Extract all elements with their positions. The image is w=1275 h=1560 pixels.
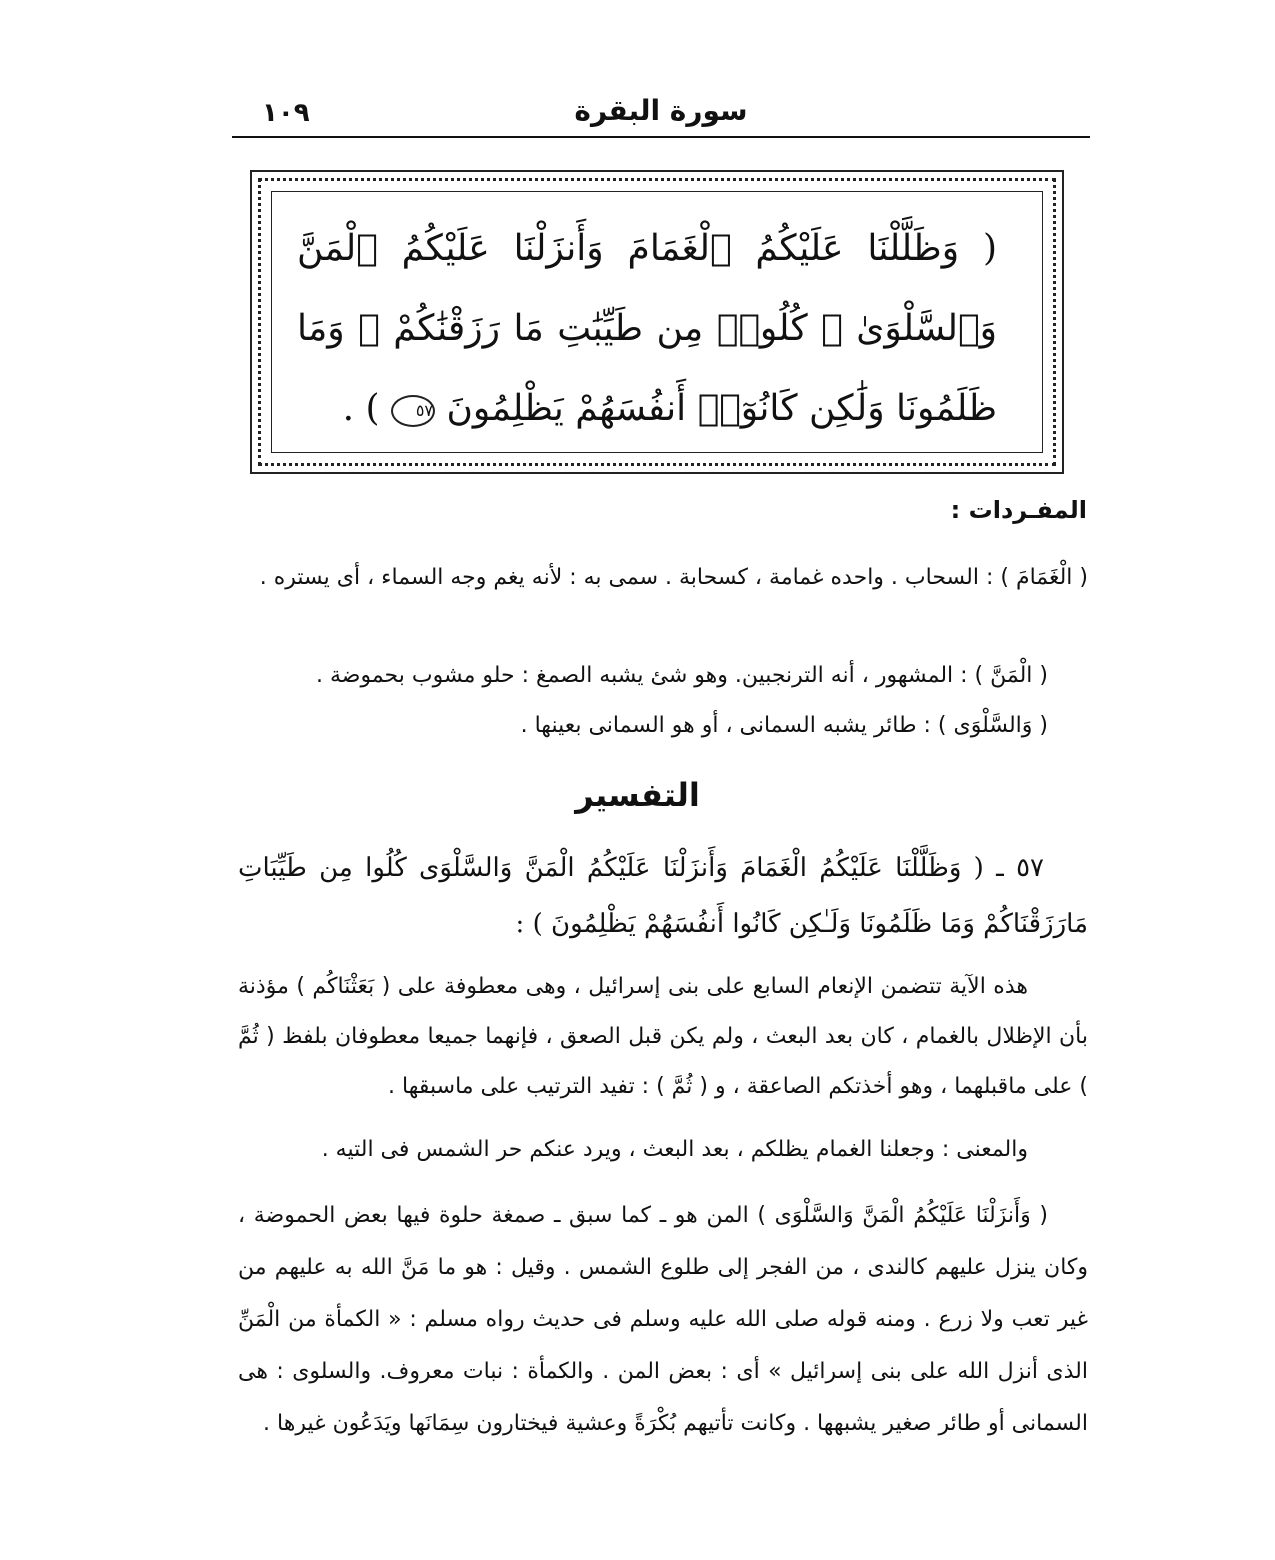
vocabulary-entry: ( الْغَمَامَ ) : السحاب . واحده غمامة ، كسحابة . سمى به : لأنه يغم وجه السماء ، أى يستره . [259, 565, 1088, 590]
surah-title: سورة البقرة [574, 94, 748, 127]
page-header [232, 92, 1090, 138]
tafsir-paragraph: والمعنى : وجعلنا الغمام يظلكم ، بعد البعث ، ويرد عنكم حر الشمس فى التيه . [321, 1137, 1028, 1162]
tafsir-heading: التفسير [575, 776, 700, 814]
verse-frame [258, 178, 1056, 466]
vocabulary-heading: المفـردات : [950, 496, 1087, 524]
page-number: ١٠٩ [262, 98, 310, 128]
vocabulary-entry: ( وَالسَّلْوَى ) : طائر يشبه السمانى ، أو هو السمانى بعينها . [520, 713, 1048, 738]
verse-text: ( وَظَلَّلْنَا عَلَيْكُمُ ٱلْغَمَامَ وَأَنزَلْنَا عَلَيْكُمُ ٱلْمَنَّ وَٱلسَّلْوَىٰ ۖ كُلُوا۟ مِن طَيِّبَٰتِ مَا رَزَقْنَٰكُمْ ۖ وَمَا ظَلَمُونَا وَلَٰكِن كَانُوٓا۟ أَنفُسَهُمْ يَظْلِمُونَ [297, 228, 997, 429]
tafsir-verse-quote: ٥٧ ـ ( وَظَلَّلْنَا عَلَيْكُمُ الْغَمَامَ وَأَنزَلْنَا عَلَيْكُمُ الْمَنَّ وَالسَّلْوَى كُلُوا مِن طَيِّبَاتِ مَارَزَقْنَاكُمْ وَمَا ظَلَمُونَا وَلَـٰكِن كَانُوا أَنفُسَهُمْ يَظْلِمُونَ ) : [238, 853, 1088, 939]
tafsir-paragraph: هذه الآية تتضمن الإنعام السابع على بنى إسرائيل ، وهى معطوفة على ( بَعَثْنَاكُم ) مؤذنة بأن الإظلال بالغمام ، كان بعد البعث ، ولم يكن قبل الصعق ، فإنهما جميعا معطوفان بلفظ ( ثُمَّ ) على ماقبلهما ، وهو أخذتكم الصاعقة ، و ( ثُمَّ ) : تفيد الترتيب على ماسبقها . [238, 974, 1088, 1099]
verse-closing: ) . [342, 388, 380, 429]
quran-verse [297, 209, 997, 449]
ayah-number-marker: ٥٧ [391, 395, 435, 427]
tafsir-paragraph: ( وَأَنزَلْنَا عَلَيْكُمُ الْمَنَّ وَالسَّلْوَى ) المن هو ـ كما سبق ـ صمغة حلوة فيها بعض الحموضة ، وكان ينزل عليهم كالندى ، من الفجر إلى طلوع الشمس . وقيل : هو ما مَنَّ الله به عليهم من غير تعب ولا زرع . ومنه قوله صلى الله عليه وسلم فى حديث رواه مسلم : « الكمأة من الْمَنِّ الذى أنزل الله على بنى إسرائيل » أى : بعض المن . والكمأة : نبات معروف. والسلوى : هى السمانى أو طائر صغير يشبهها . وكانت تأتيهم بُكْرَةً وعشية فيختارون سِمَانَها ويَدَعُون غيرها . [238, 1203, 1088, 1436]
vocabulary-entry: ( الْمَنَّ ) : المشهور ، أنه الترنجبين. وهو شئ يشبه الصمغ : حلو مشوب بحموضة . [316, 663, 1048, 688]
